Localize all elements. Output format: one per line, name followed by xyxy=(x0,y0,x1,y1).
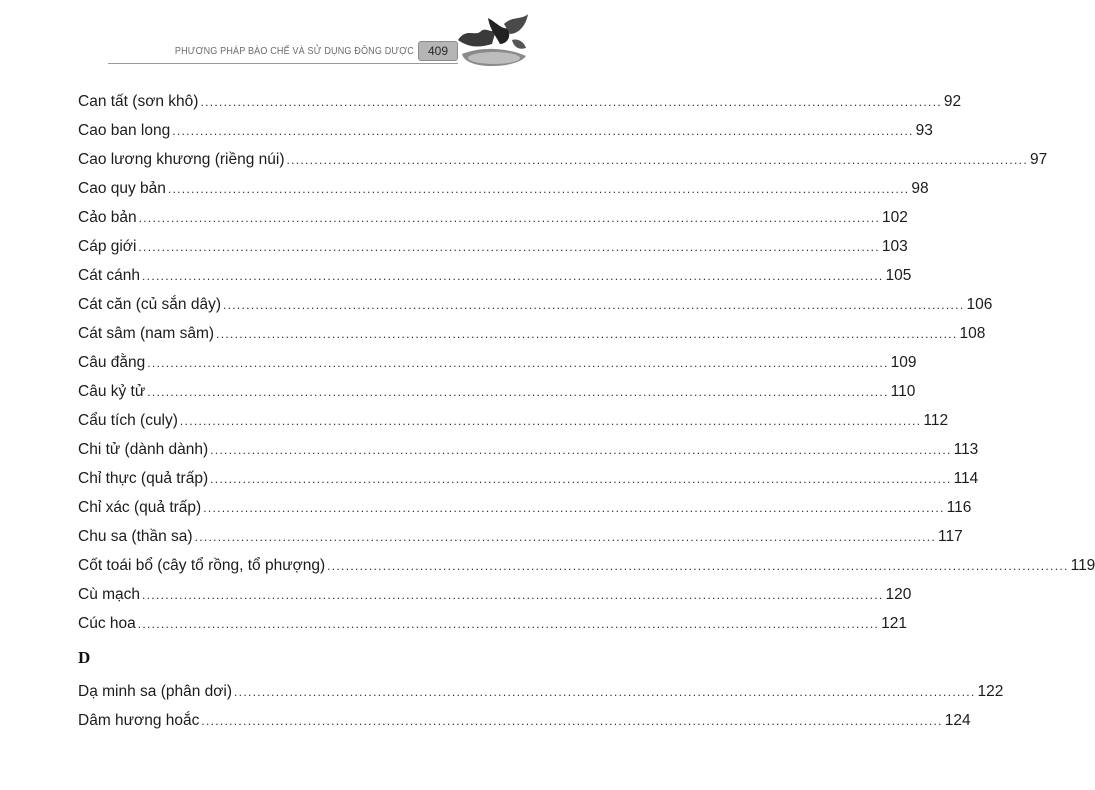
toc-entry xyxy=(78,116,933,145)
section-letter-heading: D xyxy=(78,648,91,667)
page-number-badge: 409 xyxy=(418,41,458,61)
toc-entry-page: 113 xyxy=(953,441,979,458)
toc-entry-name: Cát sâm (nam sâm) xyxy=(78,325,215,342)
header-rule xyxy=(108,63,458,64)
toc-entry xyxy=(78,435,979,464)
toc-dot-leader: ................................................................................................................................................................ xyxy=(203,501,945,515)
toc-dot-leader: ................................................................................................................................................................ xyxy=(216,327,958,341)
toc-dot-leader: ................................................................................................................................................................ xyxy=(137,617,880,631)
toc-entry-name: Cáp giới xyxy=(78,238,137,255)
toc-entry-page: 106 xyxy=(966,296,993,313)
toc-entry xyxy=(78,232,908,261)
toc-entry xyxy=(78,319,986,348)
toc-entry-page: 121 xyxy=(881,615,908,632)
toc-entry-name: Cảo bản xyxy=(78,209,137,226)
toc-entry xyxy=(78,145,1048,174)
toc-entry-name: Cát cánh xyxy=(78,267,141,284)
toc-entry xyxy=(78,609,908,638)
toc-entry-name: Cao lương khương (riềng núi) xyxy=(78,151,285,168)
toc-dot-leader: ................................................................................................................................................................ xyxy=(327,559,1069,573)
toc-entry-page: 105 xyxy=(885,267,912,284)
toc-list-c xyxy=(78,87,1095,638)
toc-entry-name: Cao ban long xyxy=(78,122,171,139)
page-header xyxy=(0,0,532,80)
toc-entry-page: 120 xyxy=(885,586,912,603)
toc-entry-page: 110 xyxy=(890,383,916,400)
toc-entry-page: 117 xyxy=(938,528,963,545)
toc-dot-leader: ................................................................................................................................................................ xyxy=(147,356,889,370)
toc-entry xyxy=(78,348,917,377)
toc-dot-leader: ................................................................................................................................................................ xyxy=(234,685,976,699)
toc-entry-page: 108 xyxy=(959,325,986,342)
toc-entry xyxy=(78,493,972,522)
toc-entry-name: Dâm hương hoắc xyxy=(78,712,200,729)
toc-dot-leader: ................................................................................................................................................................ xyxy=(172,124,914,138)
toc-entry-page: 124 xyxy=(944,712,971,729)
toc-entry-page: 102 xyxy=(882,209,908,226)
toc-entry-name: Câu đằng xyxy=(78,354,146,371)
toc-entry xyxy=(78,174,929,203)
toc-entry-page: 98 xyxy=(911,180,929,197)
toc-entry xyxy=(78,464,979,493)
toc-entry xyxy=(78,551,1095,580)
toc-list-d xyxy=(78,677,1004,735)
toc-dot-leader: ................................................................................................................................................................ xyxy=(147,385,889,399)
toc-entry-page: 109 xyxy=(890,354,917,371)
toc-entry xyxy=(78,580,912,609)
toc-entry xyxy=(78,290,993,319)
toc-dot-leader: ................................................................................................................................................................ xyxy=(142,269,884,283)
toc-dot-leader: ................................................................................................................................................................ xyxy=(138,211,881,225)
toc-entry-name: Cẩu tích (culy) xyxy=(78,412,178,429)
toc-entry xyxy=(78,706,971,735)
herbal-decoration-icon xyxy=(452,10,532,75)
toc-entry-page: 112 xyxy=(923,412,949,429)
toc-dot-leader: ................................................................................................................................................................ xyxy=(179,414,922,428)
toc-dot-leader: ................................................................................................................................................................ xyxy=(286,153,1028,167)
toc-dot-leader: ................................................................................................................................................................ xyxy=(210,443,952,457)
toc-entry-name: Dạ minh sa (phân dơi) xyxy=(78,683,233,700)
toc-entry-name: Chỉ thực (quả trấp) xyxy=(78,470,209,487)
toc-dot-leader: ................................................................................................................................................................ xyxy=(194,530,937,544)
toc-entry-name: Can tất (sơn khô) xyxy=(78,93,199,110)
toc-dot-leader: ................................................................................................................................................................ xyxy=(138,240,880,254)
toc-entry-name: Chỉ xác (quả trấp) xyxy=(78,499,202,516)
toc-dot-leader: ................................................................................................................................................................ xyxy=(223,298,965,312)
toc-entry-name: Câu kỷ tử xyxy=(78,383,146,400)
toc-entry-page: 114 xyxy=(953,470,979,487)
toc-entry-page: 92 xyxy=(943,93,962,110)
toc-entry-page: 97 xyxy=(1029,151,1048,168)
toc-entry-page: 122 xyxy=(977,683,1004,700)
toc-dot-leader: ................................................................................................................................................................ xyxy=(167,182,910,196)
toc-entry xyxy=(78,406,949,435)
toc-dot-leader: ................................................................................................................................................................ xyxy=(201,714,943,728)
toc-entry-name: Chi tử (dành dành) xyxy=(78,441,209,458)
toc-entry-name: Cốt toái bổ (cây tổ rồng, tổ phượng) xyxy=(78,557,326,574)
toc-entry xyxy=(78,261,912,290)
toc-dot-leader: ................................................................................................................................................................ xyxy=(210,472,952,486)
toc-entry-page: 103 xyxy=(881,238,908,255)
toc-entry-page: 116 xyxy=(946,499,972,516)
toc-entry xyxy=(78,203,908,232)
toc-entry-page: 119 xyxy=(1070,557,1095,574)
toc-entry-name: Cao quy bản xyxy=(78,180,166,197)
toc-entry-name: Cát căn (củ sắn dây) xyxy=(78,296,222,313)
toc-entry-name: Cúc hoa xyxy=(78,615,136,632)
toc-entry-name: Chu sa (thần sa) xyxy=(78,528,193,545)
toc-entry xyxy=(78,87,962,116)
toc-entry-name: Cù mạch xyxy=(78,586,141,603)
toc-entry xyxy=(78,522,963,551)
toc-dot-leader: ................................................................................................................................................................ xyxy=(200,95,942,109)
toc-dot-leader: ................................................................................................................................................................ xyxy=(142,588,884,602)
toc-entry-page: 93 xyxy=(915,122,933,139)
toc-entry xyxy=(78,677,1004,706)
toc-entry xyxy=(78,377,916,406)
running-header-title: PHƯƠNG PHÁP BÀO CHẾ VÀ SỬ DỤNG ĐÔNG DƯỢC xyxy=(174,45,414,57)
